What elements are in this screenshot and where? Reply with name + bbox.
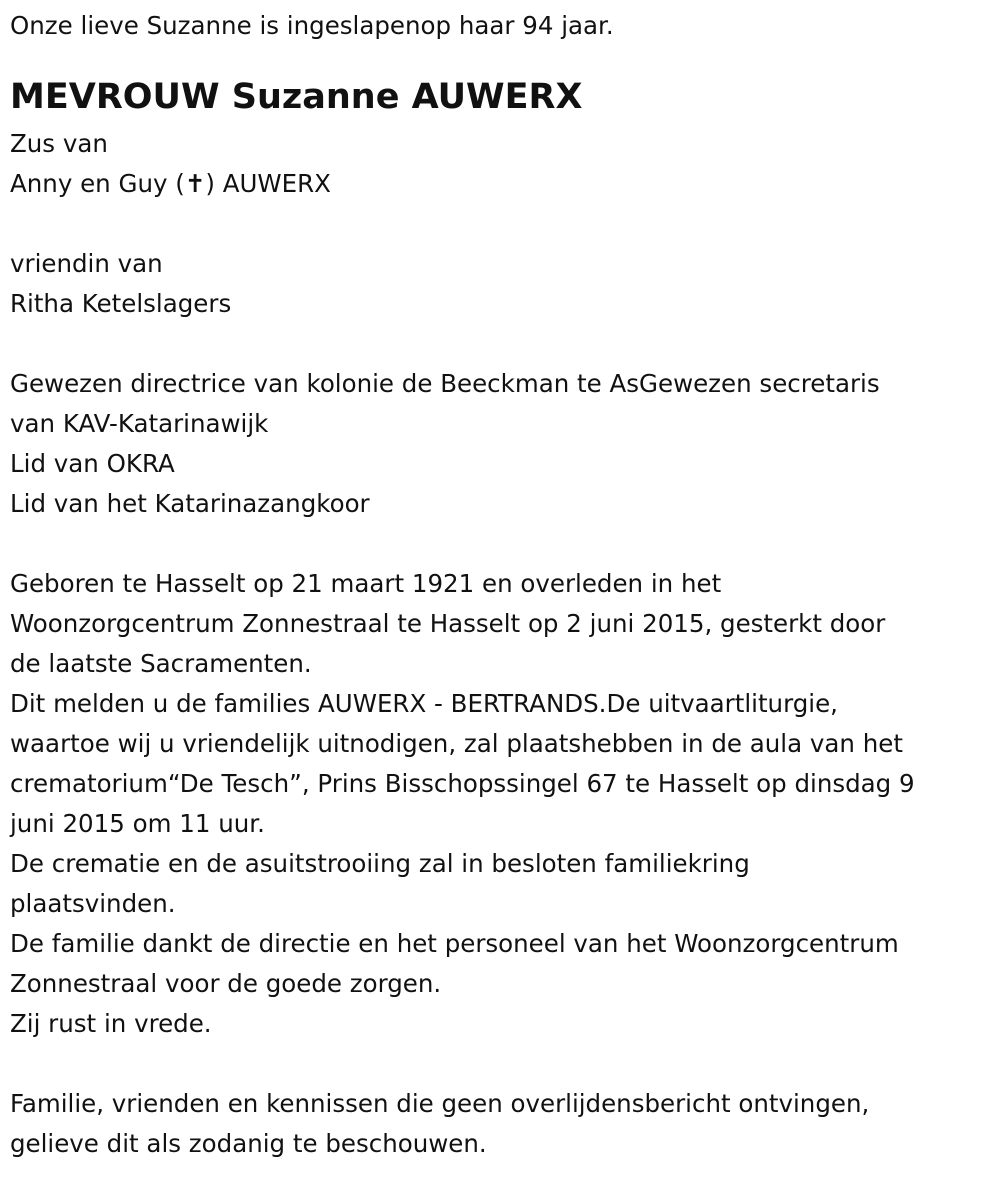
spacer <box>10 524 990 564</box>
role-line: Lid van OKRA <box>10 449 175 478</box>
body-line: Zij rust in vrede. <box>10 1009 212 1038</box>
body-line: de laatste Sacramenten. <box>10 649 312 678</box>
body-line: Geboren te Hasselt op 21 maart 1921 en overleden in het <box>10 569 722 598</box>
spacer <box>10 204 990 244</box>
intro-text: Onze lieve Suzanne is ingeslapenop haar 94 jaar. <box>10 11 614 40</box>
body-line: juni 2015 om 11 uur. <box>10 809 265 838</box>
body-line: waartoe wij u vriendelijk uitnodigen, zal plaatshebben in de aula van het <box>10 729 903 758</box>
body-line: plaatsvinden. <box>10 889 176 918</box>
role-line: Gewezen directrice van kolonie de Beeckman te AsGewezen secretaris <box>10 369 880 398</box>
deceased-name: MEVROUW Suzanne AUWERX <box>10 77 583 117</box>
closing-line: gelieve dit als zodanig te beschouwen. <box>10 1129 487 1158</box>
spacer <box>10 324 990 364</box>
body-line: Dit melden u de families AUWERX - BERTRANDS.De uitvaartliturgie, <box>10 689 838 718</box>
body-line: De crematie en de asuitstrooiing zal in besloten familiekring <box>10 849 750 878</box>
friend-label: vriendin van <box>10 249 163 278</box>
spacer <box>10 1044 990 1084</box>
friend-name: Ritha Ketelslagers <box>10 289 232 318</box>
obituary-notice <box>10 6 990 1164</box>
body-line: De familie dankt de directie en het personeel van het Woonzorgcentrum <box>10 929 899 958</box>
body-line: Zonnestraal voor de goede zorgen. <box>10 969 442 998</box>
body-line: Woonzorgcentrum Zonnestraal te Hasselt op 2 juni 2015, gesterkt door <box>10 609 886 638</box>
role-line: van KAV-Katarinawijk <box>10 409 269 438</box>
closing-line: Familie, vrienden en kennissen die geen overlijdensbericht ontvingen, <box>10 1089 870 1118</box>
relation-label: Zus van <box>10 129 108 158</box>
body-line: crematorium“De Tesch”, Prins Bisschopssingel 67 te Hasselt op dinsdag 9 <box>10 769 915 798</box>
role-line: Lid van het Katarinazangkoor <box>10 489 370 518</box>
relation-names: Anny en Guy (✝) AUWERX <box>10 169 331 198</box>
